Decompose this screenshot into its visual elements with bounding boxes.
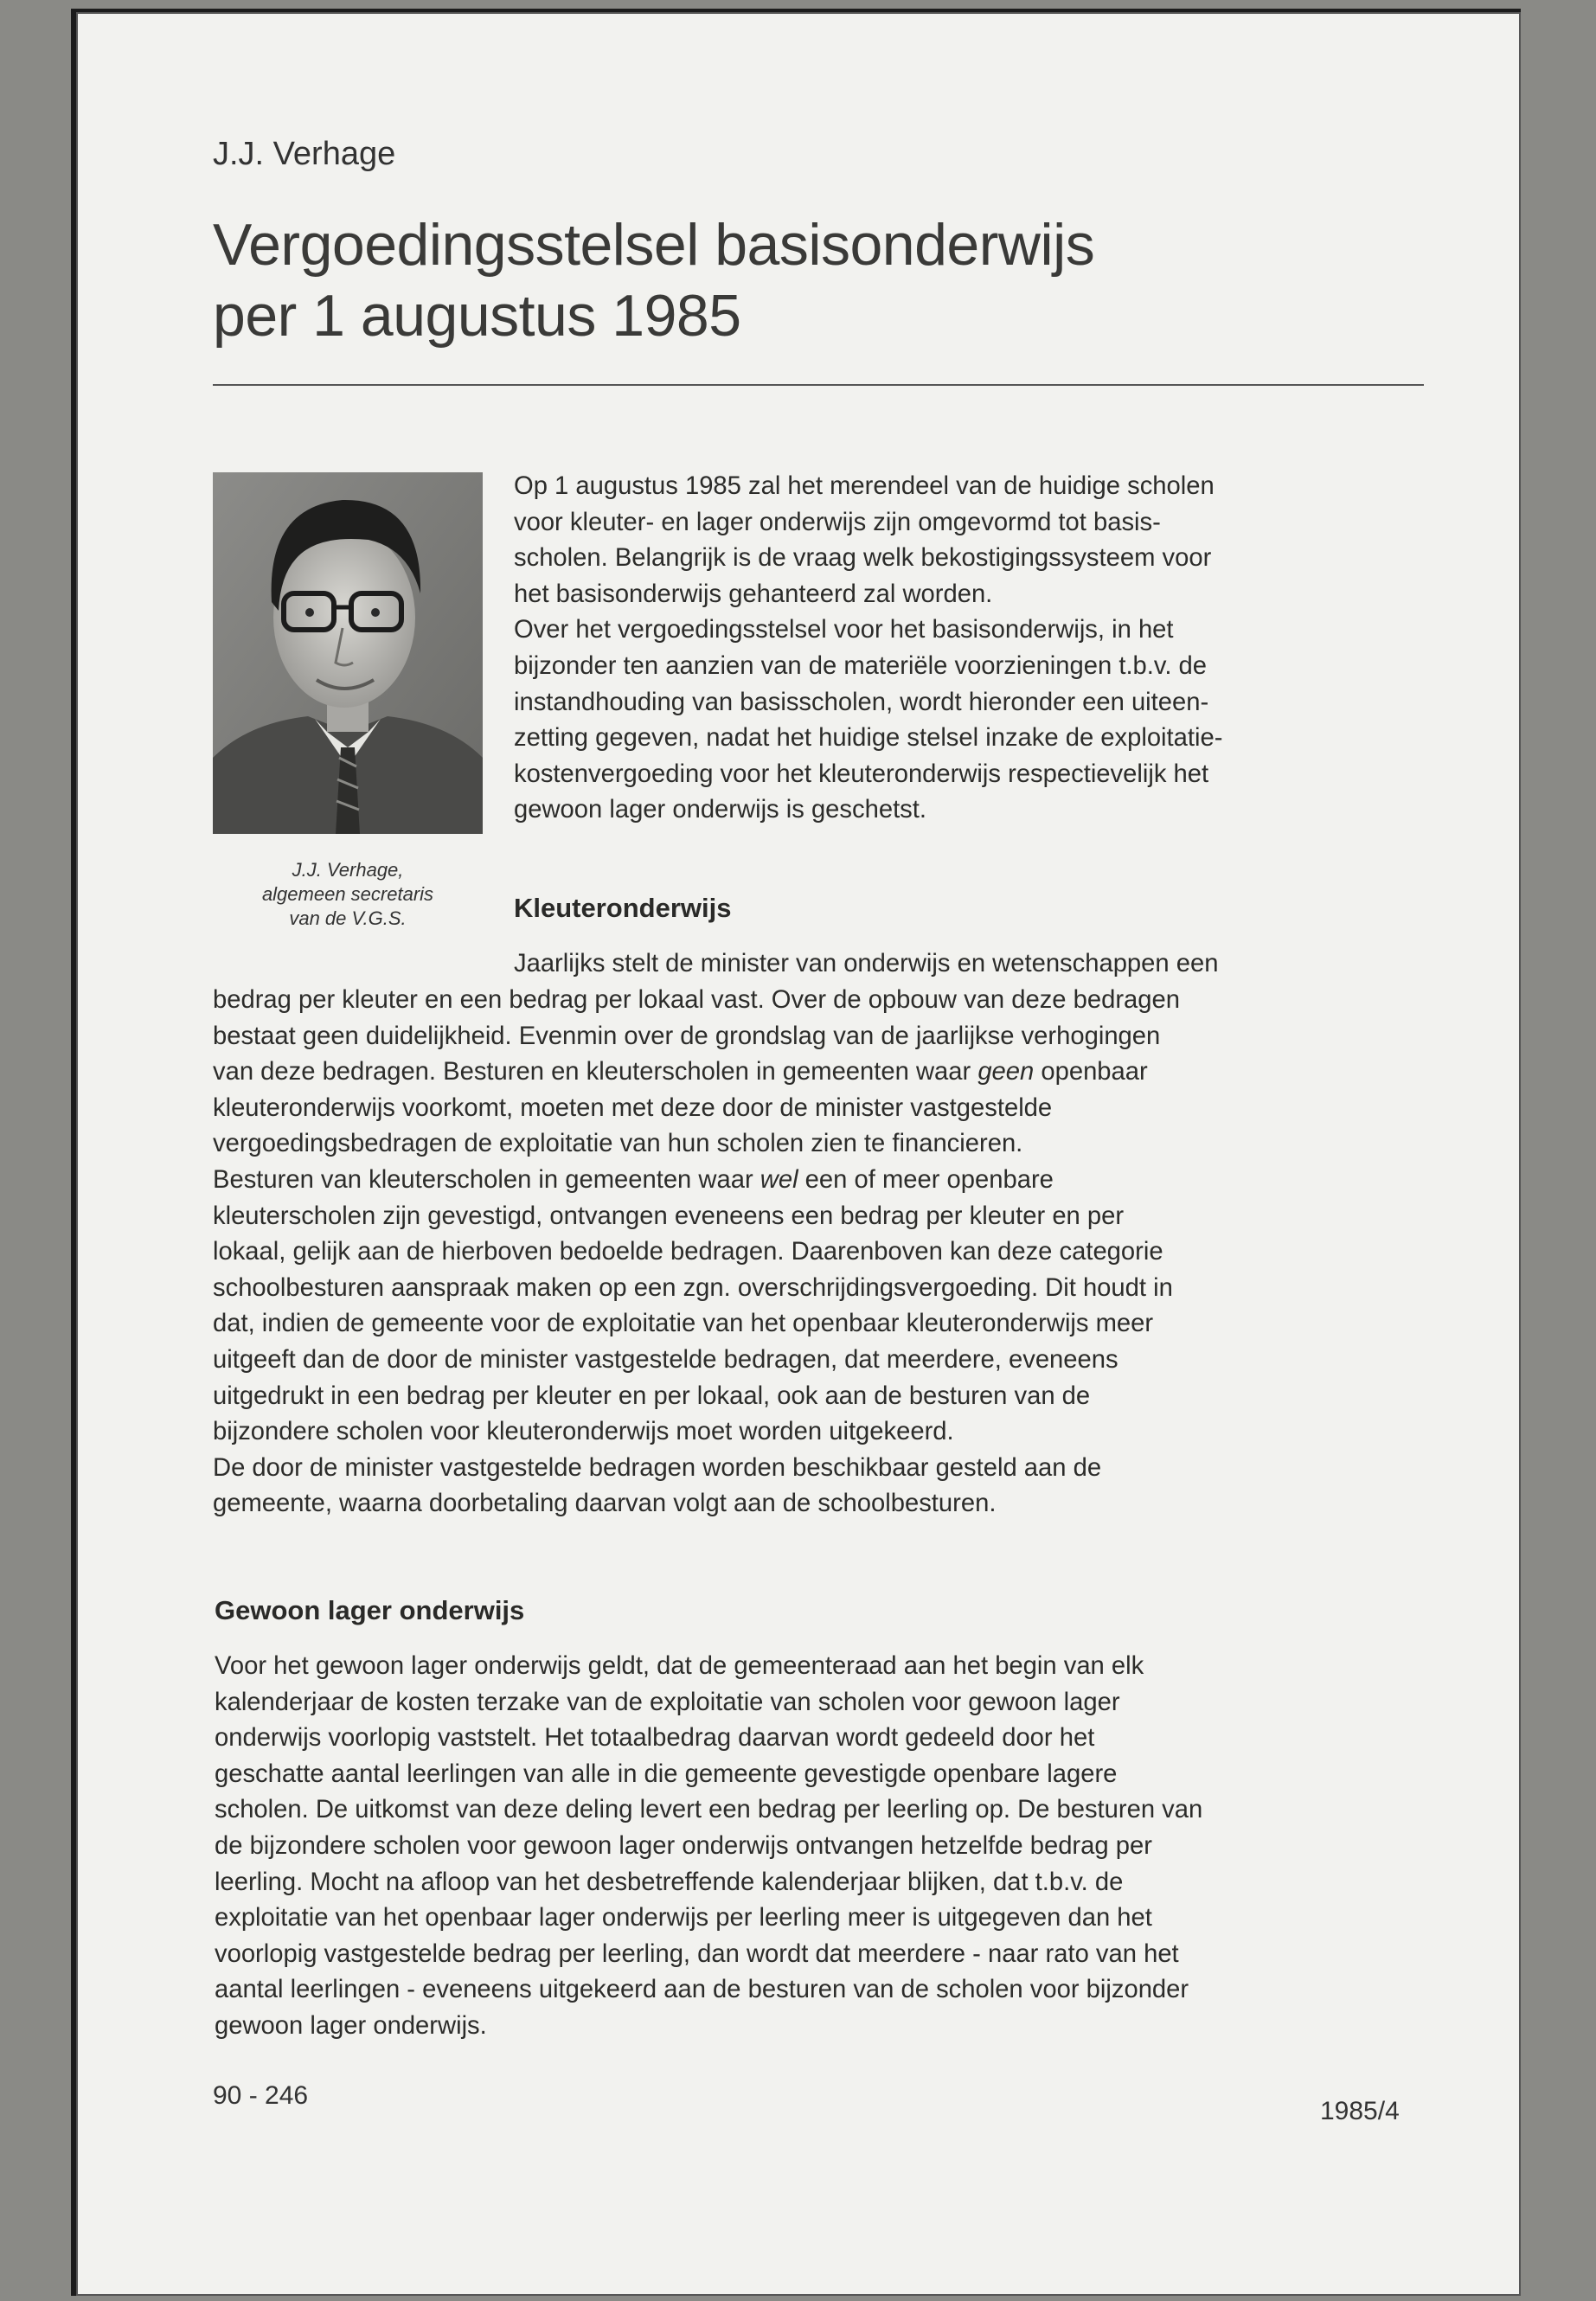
title-line-2: per 1 augustus 1985 (213, 283, 741, 349)
intro-line: instandhouding van basisscholen, wordt hieronder een uiteen- (514, 688, 1209, 716)
text-line: leerling. Mocht na afloop van het desbetreffende kalenderjaar blijken, dat t.b.v. de (215, 1868, 1124, 1896)
photo-caption (213, 858, 483, 931)
title-line-1: Vergoedingsstelsel basisonderwijs (213, 212, 1095, 278)
text-line: onderwijs voorlopig vaststelt. Het totaalbedrag daarvan wordt gedeeld door het (215, 1724, 1095, 1753)
author-name: J.J. Verhage (213, 136, 396, 172)
kleuter-first-line (514, 946, 1476, 983)
article-title (213, 209, 1510, 351)
text-line: kalenderjaar de kosten terzake van de exploitatie van scholen voor gewoon lager (215, 1688, 1120, 1716)
kleuter-body (213, 983, 1476, 1522)
text-line: uitgedrukt in een bedrag per kleuter en per lokaal, ook aan de besturen van de (213, 1381, 1091, 1410)
text-line: bestaat geen duidelijkheid. Evenmin over de grondslag van de jaarlijkse verhogingen (213, 1022, 1161, 1050)
text-run: een of meer openbare (798, 1165, 1054, 1194)
text-line: vergoedingsbedragen de exploitatie van hun scholen zien te financieren. (213, 1130, 1023, 1158)
intro-line: gewoon lager onderwijs is geschetst. (514, 796, 926, 824)
intro-line: bijzonder ten aanzien van de materiële voorzieningen t.b.v. de (514, 651, 1208, 680)
text-line: De door de minister vastgestelde bedragen worden beschikbaar gesteld aan de (213, 1453, 1102, 1482)
author-portrait (213, 472, 483, 834)
intro-line: het basisonderwijs gehanteerd zal worden. (514, 580, 993, 608)
text-line (213, 1163, 1476, 1199)
text-line: aantal leerlingen - eveneens uitgekeerd aan de besturen van de scholen voor bijzonder (215, 1976, 1189, 2004)
text-run: van deze bedragen. Besturen en kleuterscholen in gemeenten waar (213, 1058, 978, 1086)
document-page (71, 9, 1521, 2296)
section-heading-kleuteronderwijs: Kleuteronderwijs (514, 893, 732, 923)
text-line: uitgeeft dan de door de minister vastgestelde bedragen, dat meerdere, eveneens (213, 1345, 1118, 1374)
text-line: scholen. De uitkomst van deze deling levert een bedrag per leerling op. De besturen van (215, 1796, 1203, 1824)
gewoon-body (215, 1649, 1477, 2045)
text-line: gemeente, waarna doorbetaling daarvan volgt aan de schoolbesturen. (213, 1490, 997, 1518)
text-line: dat, indien de gemeente voor de exploitatie van het openbaar kleuteronderwijs meer (213, 1310, 1154, 1338)
text-line: Jaarlijks stelt de minister van onderwijs en wetenschappen een (514, 950, 1219, 977)
emphasis-geen: geen (977, 1058, 1035, 1086)
section-heading-gewoon-lager-onderwijs: Gewoon lager onderwijs (215, 1595, 525, 1625)
title-divider (213, 384, 1424, 386)
text-line: Voor het gewoon lager onderwijs geldt, dat de gemeenteraad aan het begin van elk (215, 1652, 1144, 1680)
text-line: geschatte aantal leerlingen van alle in die gemeente gevestigde openbare lagere (215, 1759, 1118, 1788)
text-line: kleuterscholen zijn gevestigd, ontvangen eveneens een bedrag per kleuter en per (213, 1202, 1125, 1230)
emphasis-wel: wel (760, 1165, 798, 1194)
caption-line-3: van de V.G.S. (289, 907, 407, 929)
text-line: exploitatie van het openbaar lager onderwijs per leerling meer is uitgegeven dan het (215, 1904, 1152, 1932)
text-line (213, 1054, 1476, 1091)
caption-line-2: algemeen secretaris (261, 883, 434, 905)
text-line: de bijzondere scholen voor gewoon lager onderwijs ontvangen hetzelfde bedrag per (215, 1831, 1152, 1860)
text-line: bijzondere scholen voor kleuteronderwijs moet worden uitgekeerd. (213, 1418, 954, 1446)
text-line: gewoon lager onderwijs. (215, 2011, 487, 2040)
text-line: voorlopig vastgestelde bedrag per leerling, dan wordt dat meerdere - naar rato van het (215, 1939, 1179, 1968)
text-line: lokaal, gelijk aan de hierboven bedoelde bedragen. Daarenboven kan deze categorie (213, 1238, 1163, 1266)
intro-line: voor kleuter- en lager onderwijs zijn omgevormd tot basis- (514, 508, 1161, 536)
text-line: bedrag per kleuter en een bedrag per lokaal vast. Over de opbouw van deze bedragen (213, 986, 1180, 1014)
intro-line: scholen. Belangrijk is de vraag welk bekostigingssysteem voor (514, 544, 1212, 573)
text-run: Besturen van kleuterscholen in gemeenten waar (213, 1165, 760, 1194)
intro-paragraph (514, 469, 1476, 829)
intro-line: Op 1 augustus 1985 zal het merendeel van de huidige scholen (514, 472, 1215, 500)
intro-line: kostenvergoeding voor het kleuteronderwijs respectievelijk het (514, 760, 1209, 788)
page-reference: 90 - 246 (213, 2081, 309, 2110)
text-line: kleuteronderwijs voorkomt, moeten met deze door de minister vastgestelde (213, 1093, 1053, 1122)
text-line: schoolbesturen aanspraak maken op een zgn. overschrijdingsvergoeding. Dit houdt in (213, 1273, 1173, 1302)
text-run: openbaar (1034, 1058, 1148, 1086)
intro-line: Over het vergoedingsstelsel voor het basisonderwijs, in het (514, 616, 1174, 644)
caption-line-1: J.J. Verhage, (292, 859, 404, 881)
intro-line: zetting gegeven, nadat het huidige stelsel inzake de exploitatie- (514, 724, 1223, 753)
issue-number: 1985/4 (1320, 2097, 1400, 2125)
